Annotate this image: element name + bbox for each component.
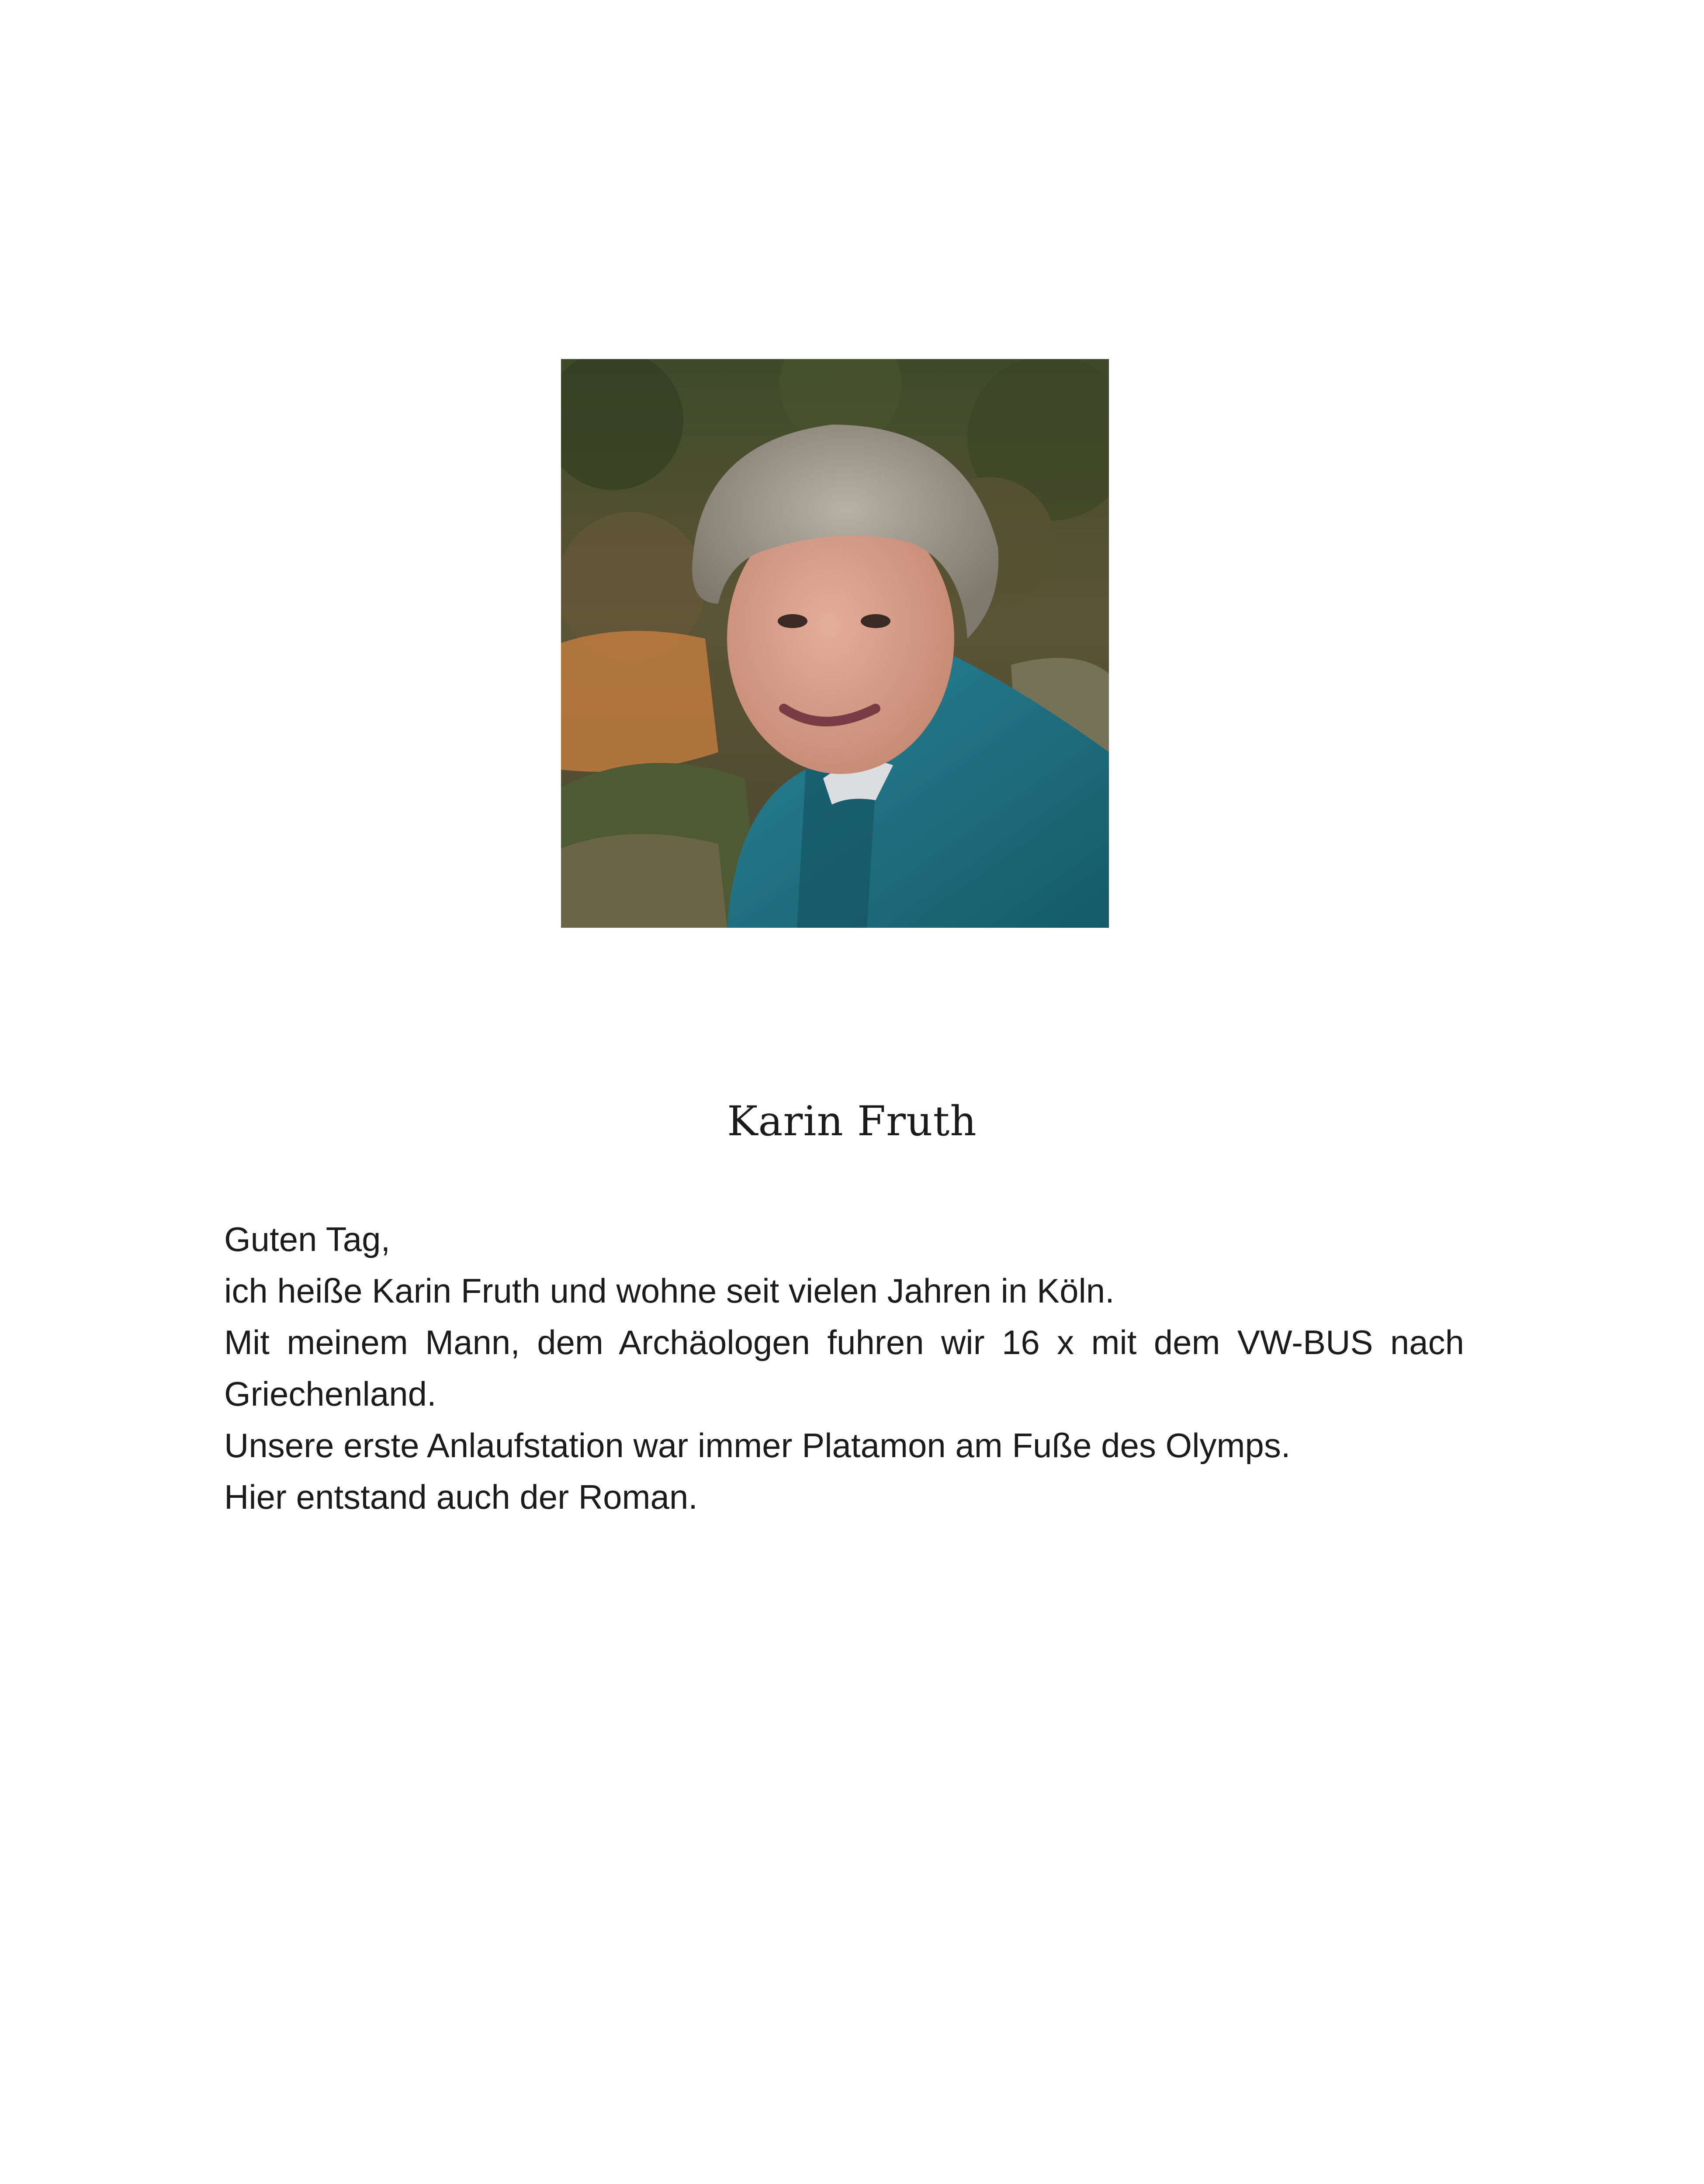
author-portrait	[561, 359, 1109, 928]
bio-greeting: Guten Tag,	[224, 1220, 391, 1258]
bio-novel-line: Hier entstand auch der Roman.	[224, 1478, 698, 1516]
author-bio	[224, 1213, 1464, 1523]
author-name-heading: Karin Fruth	[727, 1098, 977, 1145]
bio-travel-line: Mit meinem Mann, dem Archäologen fuhren wir 16 x mit dem VW-BUS nach	[224, 1323, 1464, 1362]
bio-station-line: Unsere erste Anlaufstation war immer Platamon am Fuße des Olymps.	[224, 1426, 1291, 1465]
author-photo	[561, 359, 1109, 928]
bio-travel-line-continued: Griechenland.	[224, 1375, 436, 1413]
bio-intro-line: ich heiße Karin Fruth und wohne seit vielen Jahren in Köln.	[224, 1272, 1115, 1310]
